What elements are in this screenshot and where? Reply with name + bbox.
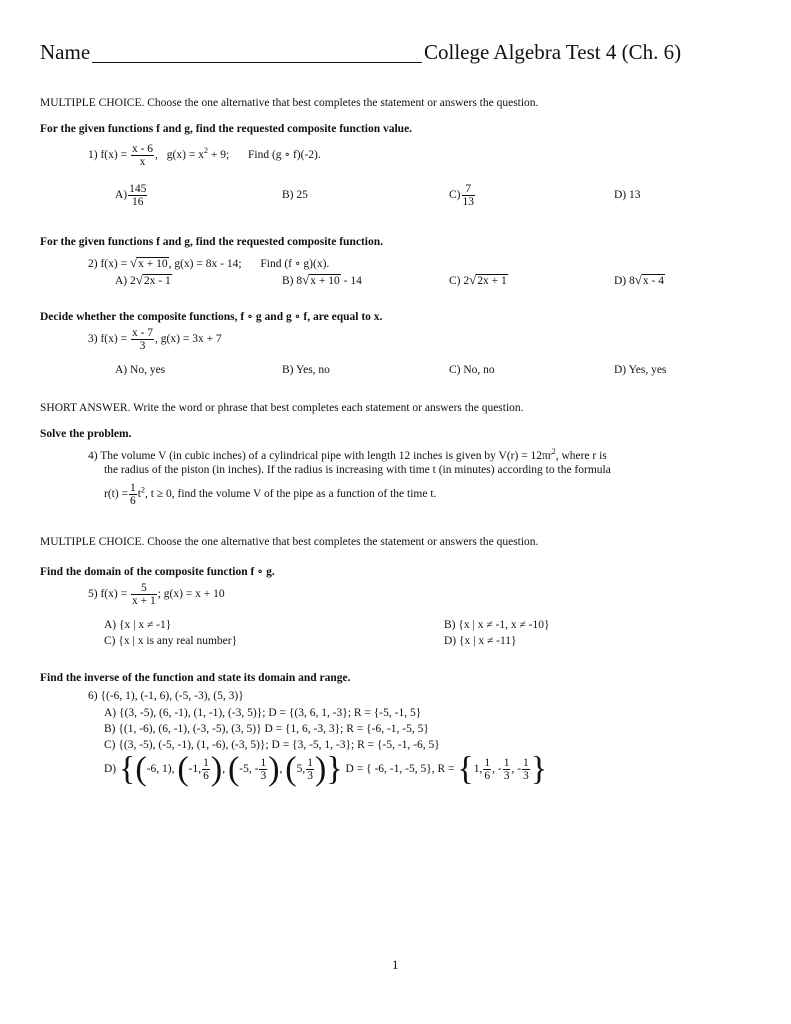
section3-instruction: MULTIPLE CHOICE. Choose the one alternative that best completes the statement or answers the question.: [40, 536, 539, 548]
q2-choice-b[interactable]: B) 8√x + 10 - 14: [282, 272, 362, 287]
q1-f-fraction: $\frac{x - 6}{x}$: [131, 143, 154, 169]
q3-f-fraction: $\frac{x - 7}{3}$: [131, 327, 154, 353]
q1-choice-c[interactable]: C) $\frac{7}{13}$: [449, 183, 474, 209]
q2-directive: For the given functions f and g, find the requested composite function.: [40, 236, 383, 248]
q5-stem: 5) f(x) = $\frac{5}{x + 1}$ ; g(x) = x + 10: [88, 582, 225, 608]
q1-number: 1): [88, 149, 98, 162]
q6-stem: 6) {(-6, 1), (-1, 6), (-5, -3), (5, 3)}: [88, 690, 244, 702]
q2-stem: 2) f(x) = √x + 10, g(x) = 8x - 14; Find (f ∘ g)(x).: [88, 255, 330, 270]
q1-stem: 1) f(x) = $\frac{x - 6}{x}$ , $g(x) = x^2 + 9$; Find (g ∘ f)(-2).: [88, 143, 321, 169]
q3-stem: 3) f(x) = $\frac{x - 7}{3}$ , g(x) = 3x + 7: [88, 327, 222, 353]
q3-choice-c[interactable]: C) No, no: [449, 364, 495, 376]
q5-choice-a[interactable]: A) {x | x ≠ -1}: [104, 619, 172, 631]
q5-choice-d[interactable]: D) {x | x ≠ -11}: [444, 635, 517, 647]
q5-choice-b[interactable]: B) {x | x ≠ -1, x ≠ -10}: [444, 619, 550, 631]
q6-choice-c[interactable]: C) {(3, -5), (-5, -1), (1, -6), (-3, 5)}; D = {3, -5, 1, -3}; R = {-5, -1, -6, 5}: [104, 739, 440, 751]
q3-choice-a[interactable]: A) No, yes: [115, 364, 166, 376]
section1-instruction: MULTIPLE CHOICE. Choose the one alternative that best completes the statement or answers the question.: [40, 97, 539, 109]
q1-f-lhs: f(x) =: [100, 149, 128, 162]
q6-directive: Find the inverse of the function and state its domain and range.: [40, 672, 351, 684]
q1-choice-d[interactable]: D) 13: [614, 189, 641, 201]
q4-directive: Solve the problem.: [40, 428, 132, 440]
page-title: College Algebra Test 4 (Ch. 6): [424, 40, 682, 64]
q6-choice-d[interactable]: D) {(-6, 1), (-1, $\frac{1}{6}$ ), (-5, - $\frac{1}{3}$ ), (5, $\frac{1}{3}$ )} D = { -6, -1, -5, 5}, R = {1, $\frac{1}{6}$ , - $\frac{1}{3}$ , - $\frac{1}{3}$ }: [104, 750, 548, 788]
q2-choice-c[interactable]: C) 2√2x + 1: [449, 272, 507, 287]
q1-directive: For the given functions f and g, find the requested composite function value.: [40, 123, 413, 135]
q4-line3: r(t) = $\frac{1}{6}$ $t^2$, t ≥ 0, find the volume V of the pipe as a function of the time t.: [104, 482, 437, 508]
name-label: Name: [40, 40, 91, 64]
q3-choice-d[interactable]: D) Yes, yes: [614, 364, 667, 376]
q6-choice-a[interactable]: A) {(3, -5), (6, -1), (1, -1), (-3, 5)}; D = {(3, 6, 1, -3}; R = {-5, -1, 5}: [104, 707, 422, 719]
name-blank-line[interactable]: [92, 62, 422, 63]
q2-choice-d[interactable]: D) 8√x - 4: [614, 272, 664, 287]
q2-choice-a[interactable]: A) 2√2x - 1: [115, 272, 171, 287]
q1-choice-b[interactable]: B) 25: [282, 189, 308, 201]
q4-line1: 4) The volume V (in cubic inches) of a cylindrical pipe with length 12 inches is given by $V(r) = 12\pi r^2$, where r is: [88, 447, 607, 462]
q6-choice-b[interactable]: B) {(1, -6), (6, -1), (-3, -5), (3, 5)} D = {1, 6, -3, 3}; R = {-6, -1, -5, 5}: [104, 723, 429, 735]
q2-f-radicand: x + 10: [138, 258, 168, 270]
q5-choice-c[interactable]: C) {x | x is any real number}: [104, 635, 238, 647]
page-number: 1: [392, 957, 399, 972]
q3-directive: Decide whether the composite functions, f ∘ g and g ∘ f, are equal to x.: [40, 311, 383, 323]
q5-directive: Find the domain of the composite function f ∘ g.: [40, 566, 275, 578]
q4-line2: the radius of the piston (in inches). If the radius is increasing with time t (in minutes) according to the formula: [104, 464, 611, 476]
q1-g: $g(x) = x^2 + 9$;: [166, 146, 230, 162]
q3-choice-b[interactable]: B) Yes, no: [282, 364, 330, 376]
q5-f-fraction: $\frac{5}{x + 1}$: [131, 582, 156, 608]
q1-choice-a[interactable]: A) $\frac{145}{16}$: [115, 183, 147, 209]
section2-instruction: SHORT ANSWER. Write the word or phrase that best completes each statement or answers the question.: [40, 402, 524, 414]
q1-find: Find (g ∘ f)(-2).: [248, 149, 321, 162]
